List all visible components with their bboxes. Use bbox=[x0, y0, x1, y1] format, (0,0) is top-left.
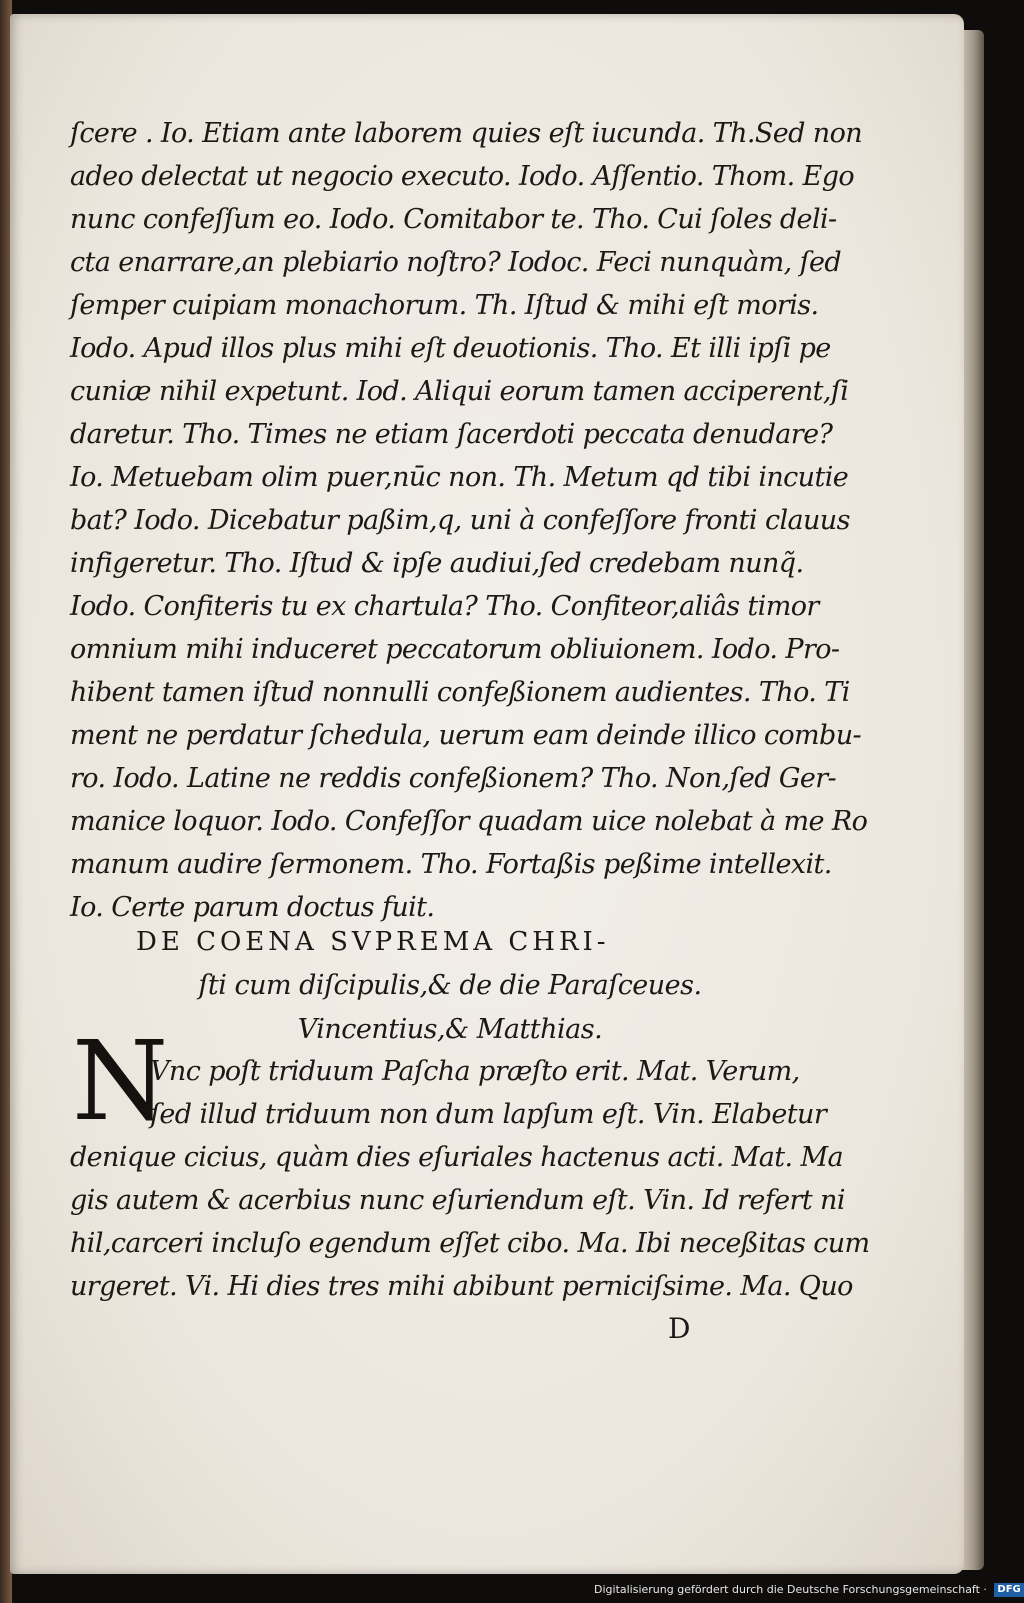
text-line: Io. Certe parum doctus fuit. bbox=[70, 892, 435, 923]
text-line: omnium mihi induceret peccatorum obliuionem. Iodo. Pro- bbox=[70, 634, 840, 665]
dialogue-line: Vnc poſt triduum Paſcha præſto erit. Mat. Verum, bbox=[150, 1056, 800, 1087]
text-line: hibent tamen iſtud nonnulli confeßionem audientes. Tho. Ti bbox=[70, 677, 850, 708]
dialogue-line: gis autem & acerbius nunc eſuriendum eſt. Vin. Id refert ni bbox=[70, 1185, 845, 1216]
text-line: cuniæ nihil expetunt. Iod. Aliqui eorum tamen acciperent,ſi bbox=[70, 376, 849, 407]
credit-text: Digitalisierung gefördert durch die Deutsche Forschungsgemeinschaft · bbox=[594, 1583, 987, 1596]
digitization-credit bbox=[594, 1580, 1024, 1600]
section-heading bbox=[70, 920, 830, 1052]
text-line: ſemper cuipiam monachorum. Th. Iſtud & mihi eſt moris. bbox=[70, 290, 819, 321]
dialogue-text bbox=[70, 1050, 870, 1308]
heading-title: DE COENA SVPREMA CHRI- bbox=[136, 927, 610, 957]
text-line: Io. Metuebam olim puer,nūc non. Th. Metum qd tibi incutie bbox=[70, 462, 849, 493]
text-line: manice loquor. Iodo. Confeſſor quadam uice nolebat à me Ro bbox=[70, 806, 868, 837]
text-line: daretur. Tho. Times ne etiam ſacerdoti peccata denudare? bbox=[70, 419, 833, 450]
text-line: ſcere . Io. Etiam ante laborem quies eſt iucunda. Th.Sed non bbox=[70, 118, 863, 149]
text-line: adeo delectat ut negocio executo. Iodo. Aſſentio. Thom. Ego bbox=[70, 161, 855, 192]
text-line: nunc confeſſum eo. Iodo. Comitabor te. Tho. Cui ſoles deli- bbox=[70, 204, 837, 235]
dialogue-line: ſed illud triduum non dum lapſum eſt. Vin. Elabetur bbox=[150, 1099, 827, 1130]
dialogue-line: urgeret. Vi. Hi dies tres mihi abibunt perniciſsime. Ma. Quo bbox=[70, 1271, 853, 1302]
text-line: manum audire ſermonem. Tho. Fortaßis peßime intellexit. bbox=[70, 849, 832, 880]
drop-cap: N bbox=[72, 1017, 169, 1145]
dfg-logo-icon: DFG bbox=[994, 1583, 1023, 1597]
heading-subtitle: ſti cum diſcipulis,& de die Paraſceues. bbox=[198, 970, 702, 1001]
text-line: infigeretur. Tho. Iſtud & ipſe audiui,ſed credebam nunq̃. bbox=[70, 548, 804, 579]
heading-speakers: Vincentius,& Matthias. bbox=[297, 1014, 603, 1045]
text-line: ro. Iodo. Latine ne reddis confeßionem? Tho. Non,ſed Ger- bbox=[70, 763, 837, 794]
text-line: ment ne perdatur ſchedula, uerum eam deinde illico combu- bbox=[70, 720, 862, 751]
text-line: cta enarrare,an plebiario noſtro? Iodoc. Feci nunquàm, ſed bbox=[70, 247, 842, 278]
signature-mark: D bbox=[668, 1312, 691, 1345]
text-line: Iodo. Confiteris tu ex chartula? Tho. Confiteor,aliâs timor bbox=[70, 591, 819, 622]
text-line: bat? Iodo. Dicebatur paßim,q, uni à confeſſore fronti clauus bbox=[70, 505, 850, 536]
text-line: Iodo. Apud illos plus mihi eſt deuotionis. Tho. Et illi ipſi pe bbox=[70, 333, 831, 364]
dialogue-line: hil,carceri incluſo egendum eſſet cibo. Ma. Ibi neceßitas cum bbox=[70, 1228, 870, 1259]
dialogue-line: denique cicius, quàm dies eſuriales hactenus acti. Mat. Ma bbox=[70, 1142, 844, 1173]
body-text bbox=[70, 112, 868, 929]
